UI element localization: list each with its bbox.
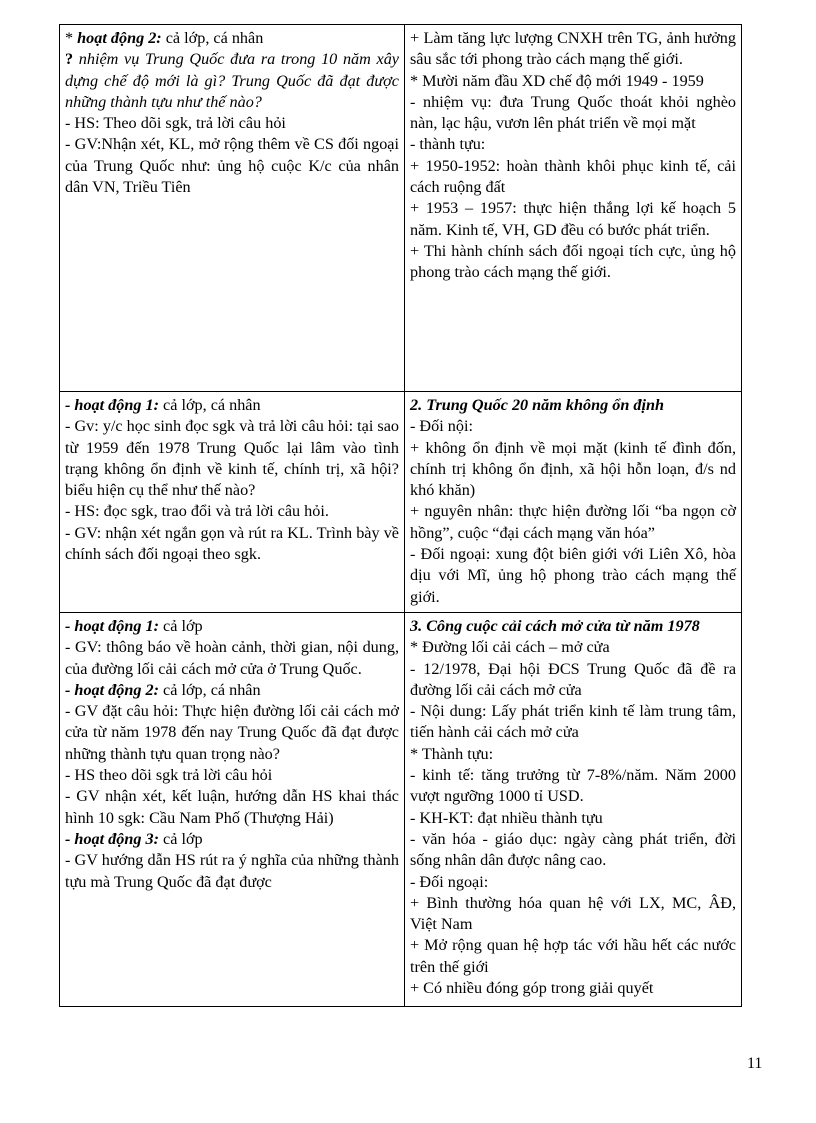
table-row	[60, 25, 742, 392]
activity-mode: cả lớp	[159, 617, 203, 635]
text-line: - HS: Theo dõi sgk, trả lời câu hỏi	[65, 114, 286, 133]
text-line: - Đối ngoại:	[410, 872, 489, 891]
text-line: - GV: thông báo về hoàn cảnh, thời gian, nội dung, của đường lối cải cách mở cửa ở Trung Quốc.	[65, 638, 399, 678]
text-line: - thành tựu:	[410, 135, 486, 154]
activity-label: - hoạt động 1:	[65, 396, 159, 414]
question-text: nhiệm vụ Trung Quốc đưa ra trong 10 năm xây dựng chế độ mới là gì? Trung Quốc đã đạt được những thành tựu như thế nào?	[65, 50, 399, 111]
text-line: - nhiệm vụ: đưa Trung Quốc thoát khỏi nghèo nàn, lạc hậu, vươn lên phát triển về mọi mặt	[410, 92, 736, 133]
teacher-activities-cell	[60, 25, 405, 392]
table-row	[60, 392, 742, 613]
page-number: 11	[747, 1055, 763, 1072]
text-line: - 12/1978, Đại hội ĐCS Trung Quốc đã đề ra đường lối cải cách mở cửa	[410, 659, 736, 699]
content-cell	[405, 25, 742, 392]
activity-line	[65, 395, 399, 416]
text-line: - GV: nhận xét ngắn gọn và rút ra KL. Trình bày về chính sách đối ngoại theo sgk.	[65, 523, 399, 564]
activity-mode: cả lớp, cá nhân	[159, 396, 261, 414]
activity-line	[65, 680, 399, 701]
text-line: + không ổn định về mọi mặt (kinh tế đình đốn, chính trị không ổn định, xã hội hỗn loạn, đ/s nd khó khăn)	[410, 438, 736, 500]
lesson-plan-table	[59, 24, 742, 1007]
activity-label: - hoạt động 1:	[65, 617, 159, 635]
question-line	[65, 49, 399, 113]
text-line: + Có nhiều đóng góp trong giải quyết	[410, 979, 654, 998]
text-line: - KH-KT: đạt nhiều thành tựu	[410, 808, 603, 827]
section-heading: 2. Trung Quốc 20 năm không ổn định	[410, 396, 664, 414]
table-row	[60, 613, 742, 1007]
text-line: - HS: đọc sgk, trao đổi và trả lời câu hỏi.	[65, 502, 329, 521]
activity-mode: cả lớp, cá nhân	[161, 29, 264, 47]
activity-line	[65, 28, 399, 49]
text-line: * Đường lối cải cách – mở cửa	[410, 638, 610, 657]
text-line: - văn hóa - giáo dục: ngày càng phát triển, đời sống nhân dân được nâng cao.	[410, 829, 736, 870]
text-line: - Đối nội:	[410, 417, 473, 436]
bullet: *	[65, 29, 78, 47]
text-line: - GV nhận xét, kết luận, hướng dẫn HS khai thác hình 10 sgk: Cầu Nam Phố (Thượng Hải)	[65, 787, 399, 827]
teacher-activities-cell	[60, 392, 405, 613]
text-line: - GV đặt câu hỏi: Thực hiện đường lối cải cách mở cửa từ năm 1978 đến nay Trung Quốc đã đạt được những thành tựu quan trọng nào?	[65, 702, 399, 763]
activity-line	[65, 616, 399, 637]
text-line: - Gv: y/c học sinh đọc sgk và trả lời câu hỏi: tại sao từ 1959 đến 1978 Trung Quốc lại lâm vào tình trạng không ổn định về kinh tế, chính trị, xã hội? biểu hiện cụ thể như thế nào?	[65, 417, 399, 500]
text-line: - Đối ngoại: xung đột biên giới với Liên Xô, hòa dịu với Mĩ, ủng hộ phong trào cách mạng thế giới.	[410, 545, 736, 606]
text-line: + 1953 – 1957: thực hiện thắng lợi kế hoạch 5 năm. Kinh tế, VH, GD đều có bước phát triển.	[410, 199, 736, 239]
text-line: - kinh tế: tăng trưởng từ 7-8%/năm. Năm 2000 vượt ngưỡng 1000 tỉ USD.	[410, 766, 736, 806]
text-line: + 1950-1952: hoàn thành khôi phục kinh tế, cải cách ruộng đất	[410, 156, 736, 197]
activity-line	[65, 829, 399, 850]
text-line: + Mở rộng quan hệ hợp tác với hầu hết các nước trên thế giới	[410, 936, 736, 976]
activity-label: - hoạt động 2:	[65, 680, 159, 699]
activity-label: - hoạt động 3:	[65, 829, 159, 848]
text-line: * Thành tựu:	[410, 744, 494, 763]
text-line: - GV hướng dẫn HS rút ra ý nghĩa của những thành tựu mà Trung Quốc đã đạt được	[65, 851, 399, 891]
text-line: - Nội dung: Lấy phát triển kinh tế làm trung tâm, tiến hành cải cách mở cửa	[410, 702, 736, 742]
teacher-activities-cell	[60, 613, 405, 1007]
activity-label: hoạt động 2:	[77, 29, 162, 47]
content-cell	[405, 613, 742, 1007]
text-line: - GV:Nhận xét, KL, mở rộng thêm về CS đối ngoại của Trung Quốc như: ủng hộ cuộc K/c của nhân dân VN, Triều Tiên	[65, 135, 399, 197]
text-line: - HS theo dõi sgk trả lời câu hỏi	[65, 766, 273, 785]
text-line: + Làm tăng lực lượng CNXH trên TG, ảnh hưởng sâu sắc tới phong trào cách mạng thế giới.	[410, 29, 736, 69]
text-line: + Bình thường hóa quan hệ với LX, MC, ÂĐ, Việt Nam	[410, 893, 736, 934]
text-line: + Thi hành chính sách đối ngoại tích cực, ủng hộ phong trào cách mạng thế giới.	[410, 241, 736, 282]
section-heading: 3. Công cuộc cải cách mở cửa từ năm 1978	[410, 617, 700, 635]
question-mark: ?	[65, 50, 74, 69]
activity-mode: cả lớp	[159, 829, 203, 848]
activity-mode: cả lớp, cá nhân	[159, 680, 261, 699]
content-cell	[405, 392, 742, 613]
text-line: * Mười năm đầu XD chế độ mới 1949 - 1959	[410, 71, 704, 90]
text-line: + nguyên nhân: thực hiện đường lối “ba ngọn cờ hồng”, cuộc “đại cách mạng văn hóa”	[410, 502, 736, 542]
